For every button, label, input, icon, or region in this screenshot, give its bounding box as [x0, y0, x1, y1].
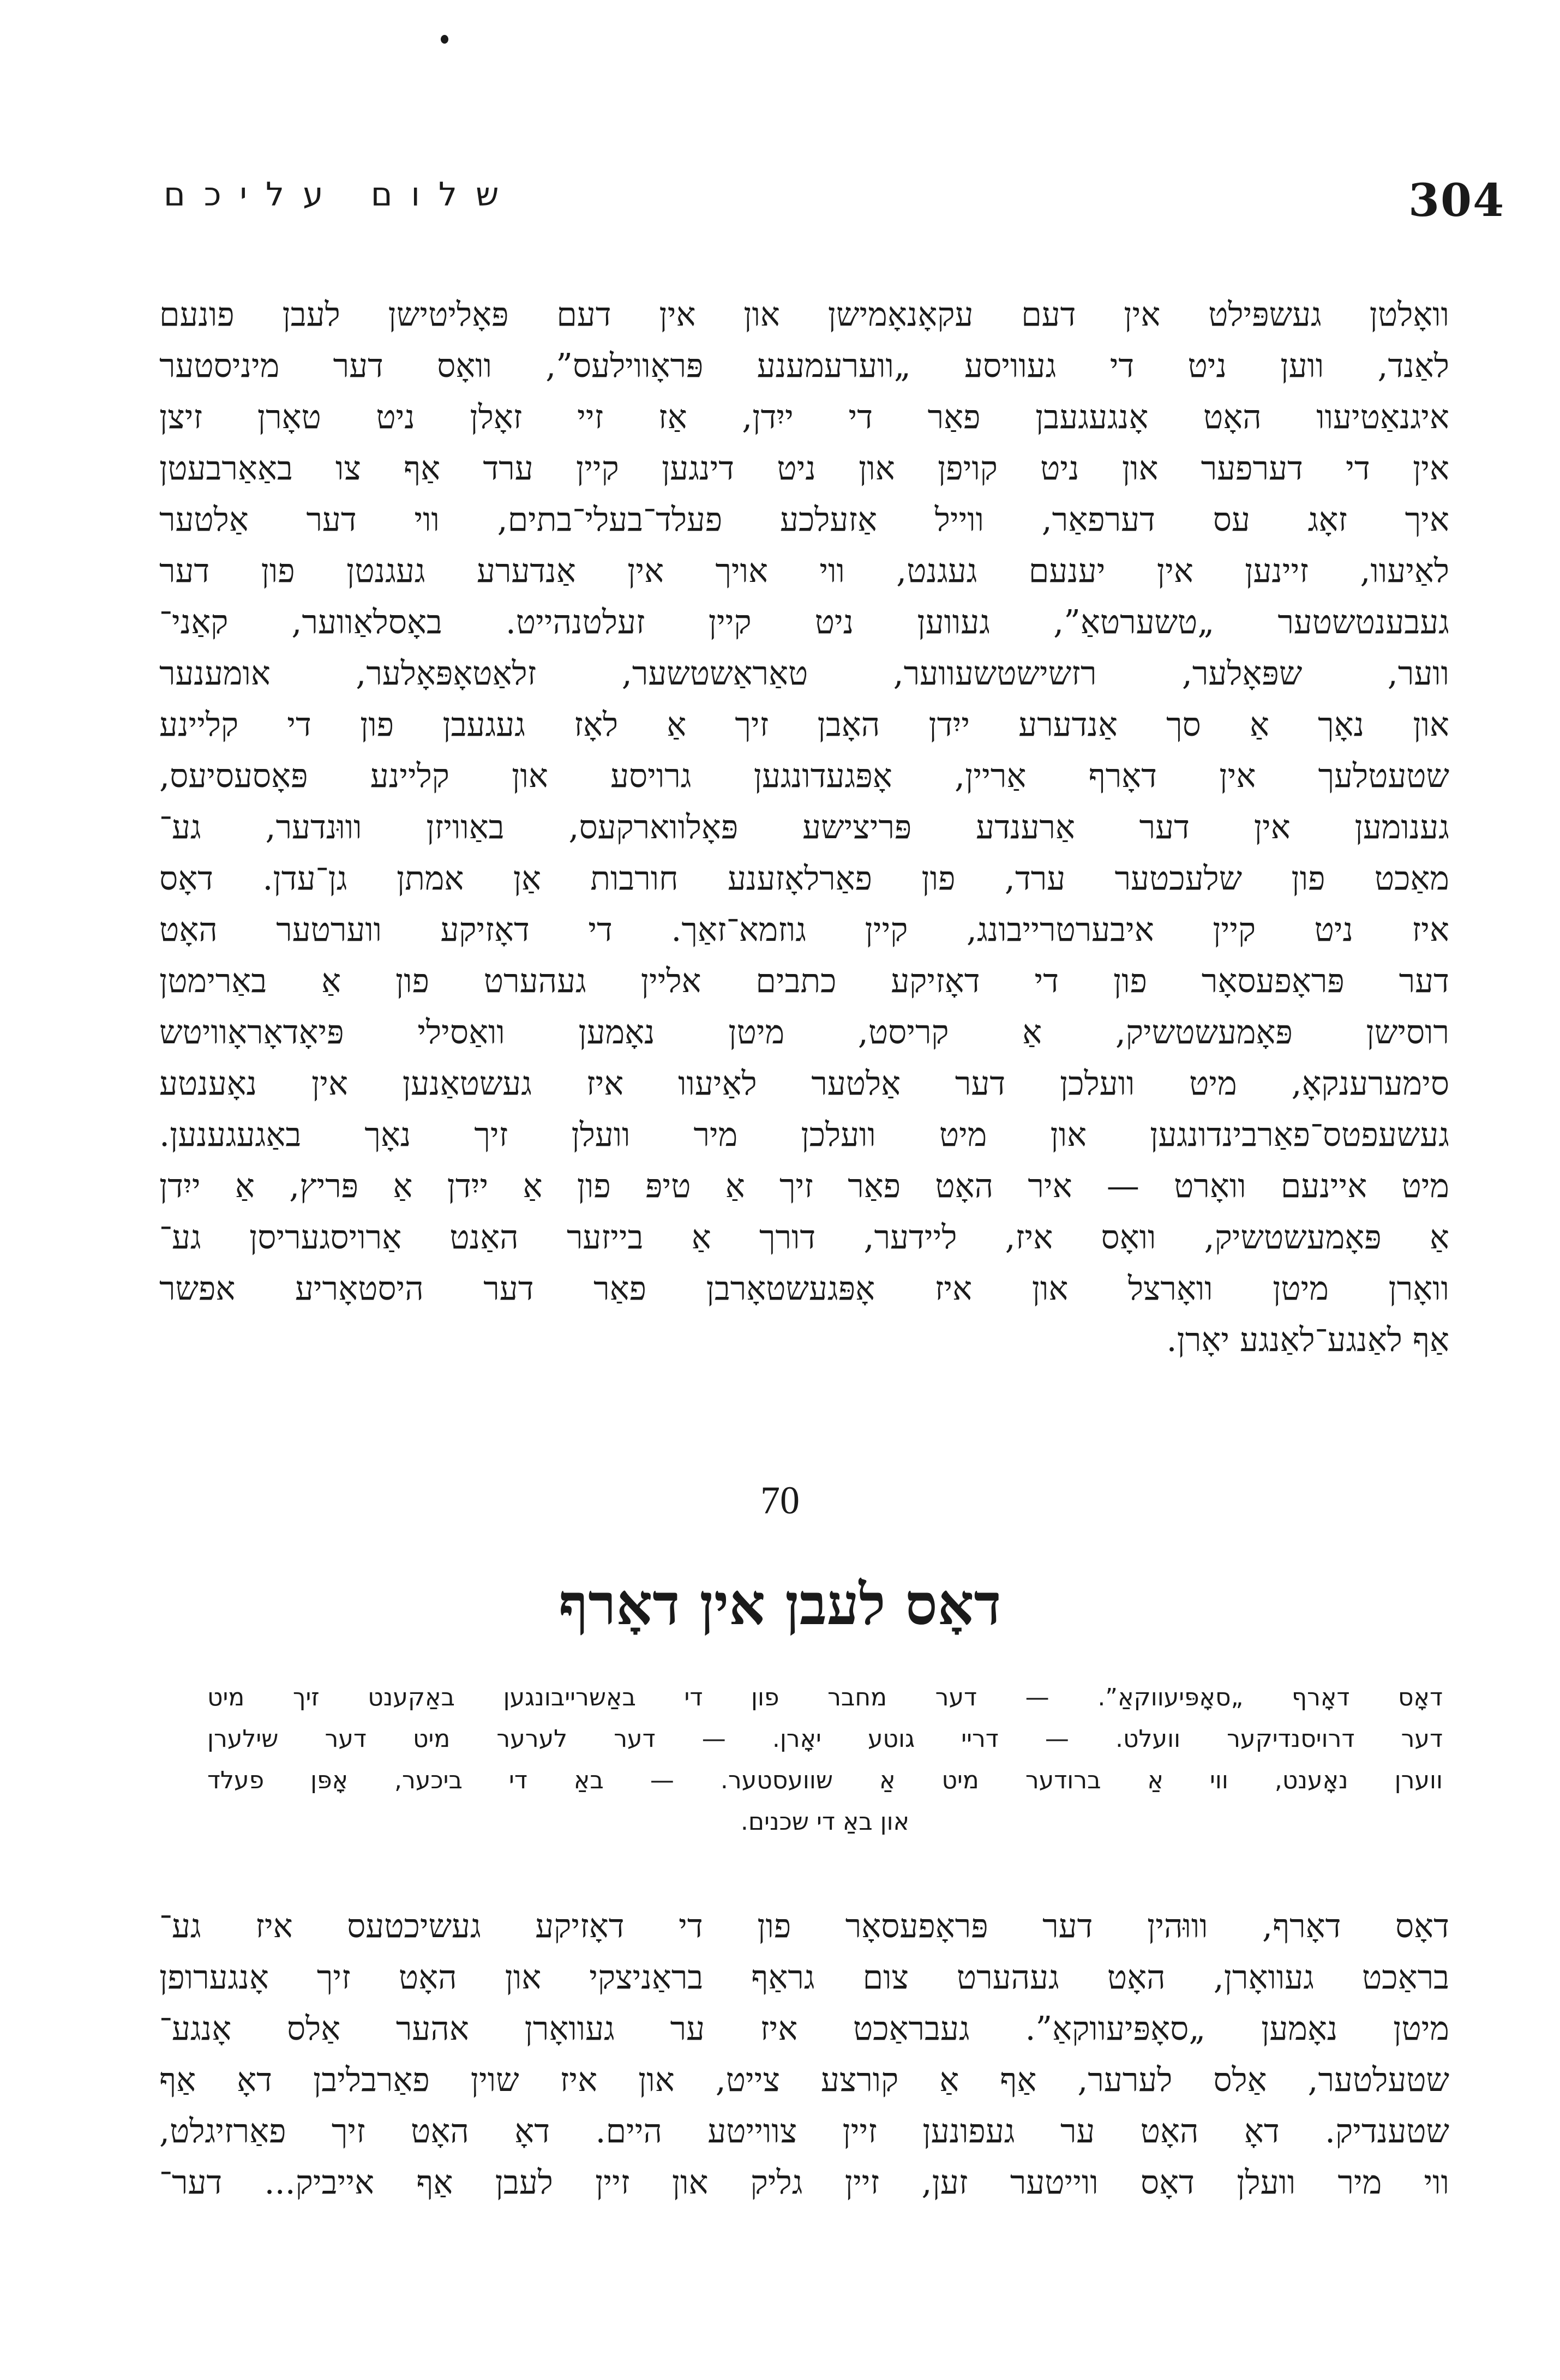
- text-line: שטענדיק. דאָ האָט ער געפונען זיין צווייטע היים. דאָ האָט זיך פאַרזיגלט,: [159, 2112, 1449, 2150]
- page-number: 304: [1408, 175, 1505, 227]
- text-line: איגנאַטיעוו האָט אָנגעגעבן פאַר די ייִדן, אַז זיי זאָלן ניט טאָרן זיצן: [159, 398, 1449, 436]
- section-number: 70: [760, 1479, 800, 1522]
- text-line: בראַכט געוואָרן, האָט געהערט צום גראַף בראַניצקי און האָט זיך אָנגערופן: [159, 1958, 1449, 1997]
- top-paragraph: [159, 289, 1449, 1366]
- text-line: מיט איינעם וואָרט — איר האָט פאַר זיך אַ טיפּ פון אַ ייִדן אַ פּריץ, אַ ייִדן: [159, 1167, 1449, 1205]
- text-line: רוסישן פּאָמעשטשיק, אַ קריסט, מיטן נאָמען וואַסילי פּיאָדאָראָוויטש: [159, 1013, 1449, 1051]
- text-line: איז ניט קיין איבערטרייבונג, קיין גוזמא־זאַך. די דאָזיקע ווערטער האָט: [159, 911, 1449, 949]
- text-line: געבענטשטער „טשערטאַ”, געווען ניט קיין זעלטנהייט. באָסלאַווער, קאַני־: [159, 603, 1449, 641]
- text-line: מאַכט פון שלעכטער ערד, פון פאַרלאָזענע חורבות אַן אמתן גן־עדן. דאָס: [159, 860, 1449, 898]
- bottom-paragraph: [159, 1901, 1449, 2208]
- text-line: דער פּראָפעסאָר פון די דאָזיקע כתבים אליין געהערט פון אַ באַרימטן: [159, 962, 1449, 1000]
- text-line: וואָלטן געשפּילט אין דעם עקאָנאָמישן און אין דעם פּאָליטישן לעבן פונעם: [159, 296, 1449, 334]
- text-line: אין די דערפער און ניט קויפן און ניט דינגען קיין ערד אַף צו באַאַרבעטן: [159, 449, 1449, 488]
- text-line: שטעלטער, אַלס לערער, אַף אַ קורצע צייט, און איז שוין פאַרבליבן דאָ אַף: [159, 2061, 1449, 2099]
- text-line: לאַנד, ווען ניט די געוויסע „ווערעמענע פּראָווילעס”, וואָס דער מיניסטער: [159, 347, 1449, 385]
- text-line: גענומען אין דער אַרענדע פּריצישע פּאָלווארקעס, באַוויזן וווּנדער, גע־: [159, 808, 1449, 846]
- text-line: שטעטלעך אין דאָרף אַריין, אָפּגעדונגען גרויסע און קליינע פּאָסעסיעס,: [159, 757, 1449, 795]
- running-header: שלום עליכם: [164, 176, 518, 214]
- summary-line: ווערן נאָענט, ווי אַ ברודער מיט אַ שוועסטער. — באַ די ביכער, אָפּן פעלד: [207, 1766, 1443, 1794]
- text-line: געשעפטס־פאַרבינדונגען און מיט וועלכן מיר וועלן זיך נאָך באַגעגענען.: [159, 1116, 1449, 1154]
- text-line: אַ פּאָמעשטשיק, וואָס איז, ליידער, דורך אַ בייזער האַנט אַרויסגעריסן גע־: [159, 1218, 1449, 1257]
- text-line: אַף לאַנגע־לאַנגע יאָרן.: [1166, 1321, 1449, 1359]
- text-line: איך זאָג עס דערפאַר, ווייל אַזעלכע פעלד־בעלי־בתים, ווי דער אַלטער: [159, 501, 1449, 539]
- section-title: דאָס לעבן אין דאָרף: [559, 1571, 1001, 1638]
- text-line: מיטן נאָמען „סאָפּיעווקאַ”. געבראַכט איז ער געוואָרן אהער אַלס אָנגע־: [159, 2010, 1449, 2048]
- summary-line: דער דרויסנדיקער וועלט. — דריי גוטע יאָרן. — דער לערער מיט דער שילערן: [207, 1725, 1443, 1753]
- text-line: סימערענקאָ, מיט וועלכן דער אַלטער לאַיעוו איז געשטאַנען אין נאָענטע: [159, 1065, 1449, 1103]
- text-line: ווער, שפּאָלער, רזשישטשעווער, טאַראַשטשער, זלאַטאָפּאָלער, אומענער: [159, 654, 1449, 693]
- text-line: ווי מיר וועלן דאָס ווייטער זען, זיין גליק און זיין לעבן אַף אייביק... דער־: [159, 2163, 1449, 2202]
- summary-line: דאָס דאָרף „סאָפּיעווקאַ”. — דער מחבר פון די באַשרייבונגען באַקענט זיך מיט: [207, 1684, 1443, 1711]
- text-line: דאָס דאָרף, וווּהין דער פּראָפעסאָר פון די דאָזיקע געשיכטעס איז גע־: [159, 1907, 1449, 1945]
- summary-line: און באַ די שכנים.: [740, 1808, 910, 1836]
- section-summary: [207, 1677, 1443, 1843]
- text-line: לאַיעוו, זיינען אין יענעם געגנט, ווי אויך אין אַנדערע געגנטן פון דער: [159, 552, 1449, 590]
- ink-speck: [441, 35, 448, 44]
- text-line: וואָרן מיטן וואָרצל און איז אָפּגעשטאָרבן פאַר דער היסטאָריע אפשר: [159, 1270, 1449, 1308]
- text-line: און נאָך אַ סך אַנדערע ייִדן האָבן זיך אַ לאָז געגעבן פון די קליינע: [159, 706, 1449, 744]
